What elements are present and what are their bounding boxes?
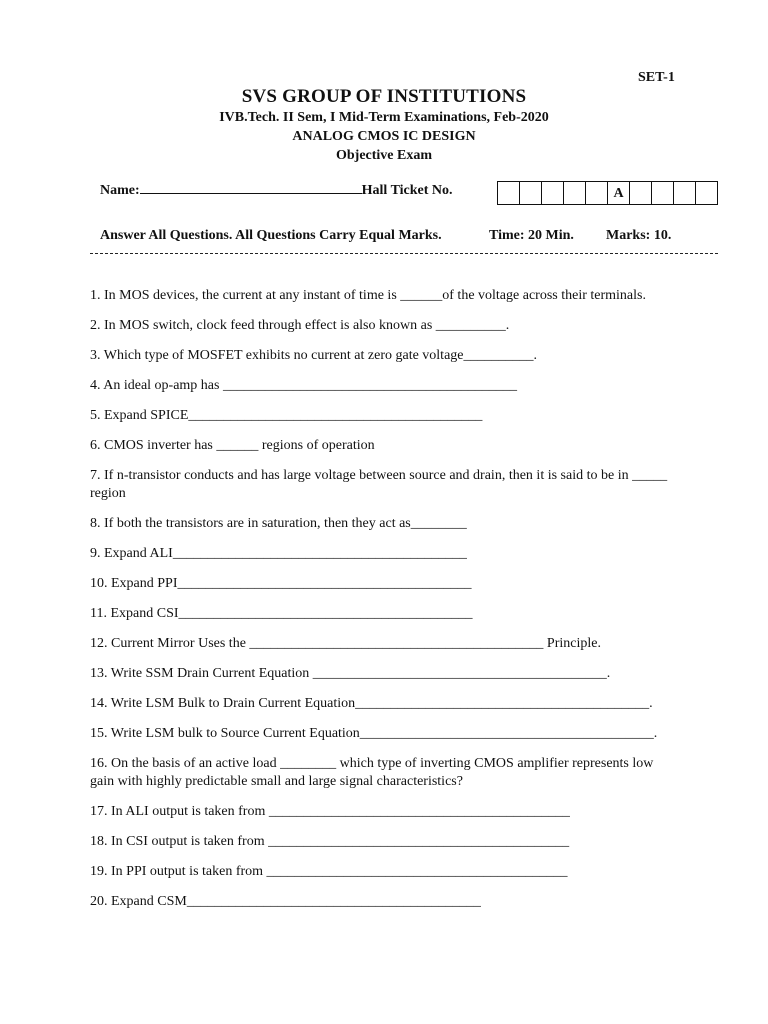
question-item: 6. CMOS inverter has ______ regions of operation xyxy=(90,438,375,453)
question-item: 5. Expand SPICE__________________________________________ xyxy=(90,408,483,423)
question-item: 16. On the basis of an active load ________ which type of inverting CMOS amplifier represents low gain with highly predictable small and large signal characteristics? xyxy=(90,756,654,789)
question-item: 12. Current Mirror Uses the __________________________________________ Principle. xyxy=(90,636,601,651)
hall-ticket-cell[interactable]: A xyxy=(608,182,630,204)
instructions-row xyxy=(100,228,680,244)
institution-name: SVS GROUP OF INSTITUTIONS xyxy=(241,86,527,107)
hall-ticket-cell[interactable] xyxy=(586,182,608,204)
question-item: 1. In MOS devices, the current at any instant of time is ______of the voltage across their terminals. xyxy=(90,288,646,303)
hall-ticket-boxes xyxy=(497,181,718,205)
total-marks: Marks: 10. xyxy=(606,228,672,243)
exam-type: Objective Exam xyxy=(335,148,433,163)
exam-header xyxy=(0,86,768,165)
hall-ticket-cell[interactable] xyxy=(630,182,652,204)
question-item: 8. If both the transistors are in saturation, then they act as________ xyxy=(90,516,467,531)
question-item: 11. Expand CSI__________________________________________ xyxy=(90,606,473,621)
hall-ticket-cell[interactable] xyxy=(696,182,717,204)
hall-ticket-cell[interactable] xyxy=(498,182,520,204)
exam-line: IVB.Tech. II Sem, I Mid-Term Examinations, Feb-2020 xyxy=(219,110,549,125)
instructions-text: Answer All Questions. All Questions Carry Equal Marks. xyxy=(100,228,442,243)
hall-ticket-cell[interactable] xyxy=(652,182,674,204)
subject-title: ANALOG CMOS IC DESIGN xyxy=(292,129,476,144)
question-item: 2. In MOS switch, clock feed through effect is also known as __________. xyxy=(90,318,510,333)
question-item: 14. Write LSM Bulk to Drain Current Equation__________________________________________. xyxy=(90,696,653,711)
question-item: 18. In CSI output is taken from ___________________________________________ xyxy=(90,834,570,849)
question-item: 19. In PPI output is taken from ___________________________________________ xyxy=(90,864,568,879)
question-item: 9. Expand ALI__________________________________________ xyxy=(90,546,467,561)
question-item: 15. Write LSM bulk to Source Current Equation__________________________________________. xyxy=(90,726,658,741)
question-item: 4. An ideal op-amp has __________________________________________ xyxy=(90,378,517,393)
question-item: 10. Expand PPI__________________________________________ xyxy=(90,576,472,591)
hall-ticket-cell[interactable] xyxy=(542,182,564,204)
name-label: Name: xyxy=(100,183,140,198)
hall-ticket-cell[interactable] xyxy=(674,182,696,204)
hall-ticket-cell[interactable] xyxy=(520,182,542,204)
question-item: 20. Expand CSM__________________________________________ xyxy=(90,894,481,909)
question-item: 7. If n-transistor conducts and has large voltage between source and drain, then it is said to be in _____ region xyxy=(90,468,668,501)
question-item: 3. Which type of MOSFET exhibits no current at zero gate voltage__________. xyxy=(90,348,538,363)
question-item: 13. Write SSM Drain Current Equation __________________________________________. xyxy=(90,666,611,681)
name-row xyxy=(100,181,453,199)
hall-ticket-cell[interactable] xyxy=(564,182,586,204)
divider xyxy=(90,253,718,254)
set-label: SET-1 xyxy=(638,70,675,85)
name-blank[interactable] xyxy=(140,181,362,194)
hall-ticket-label: Hall Ticket No. xyxy=(361,183,453,198)
question-item: 17. In ALI output is taken from ___________________________________________ xyxy=(90,804,570,819)
question-list xyxy=(90,287,680,923)
time-limit: Time: 20 Min. xyxy=(489,228,574,243)
